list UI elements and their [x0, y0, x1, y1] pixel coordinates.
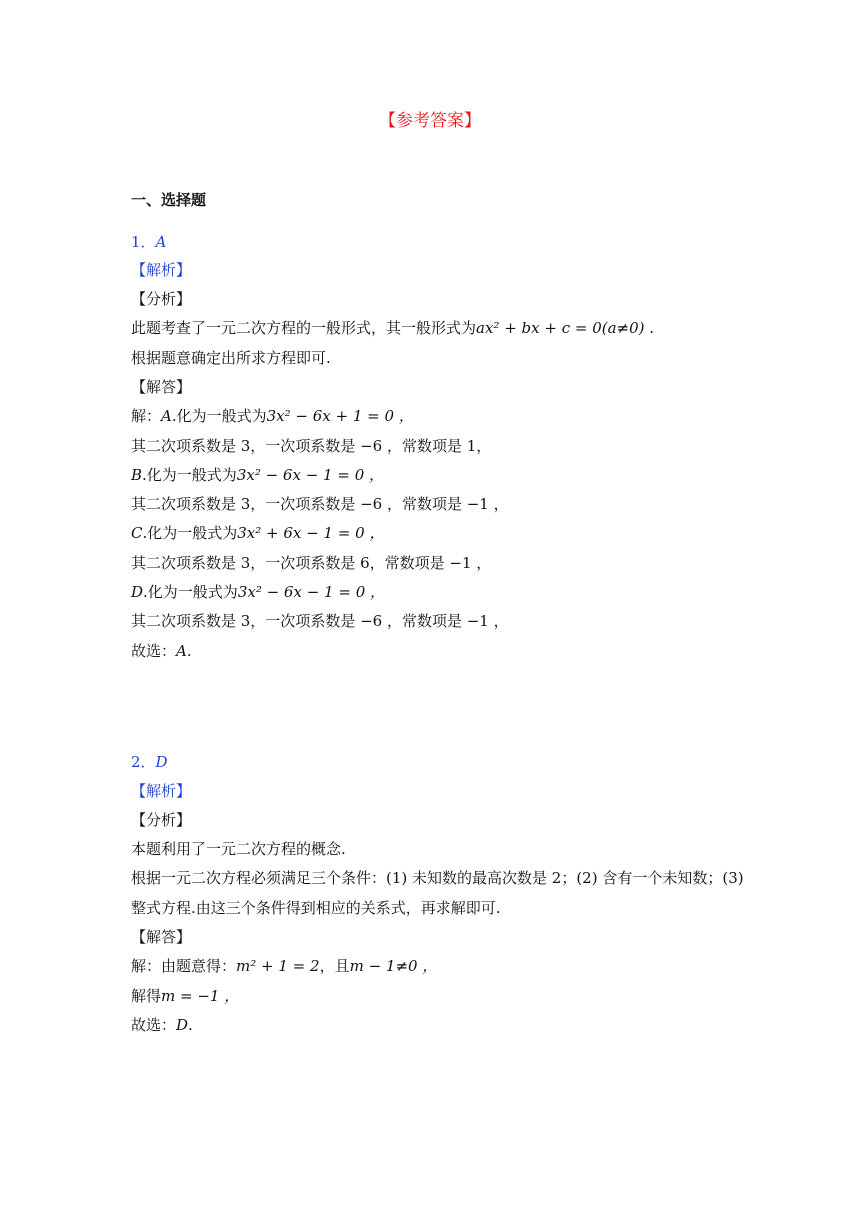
q2-analysis-line-1: 本题利用了一元二次方程的概念. — [131, 840, 346, 858]
q1-jiexi-label: 【解析】 — [131, 261, 192, 279]
q1-solution-line: 解：A.化为一般式为3x² − 6x + 1 = 0 ， — [131, 407, 414, 425]
q1-solution-line: B.化为一般式为3x² − 6x − 1 = 0 ， — [131, 466, 385, 484]
q1-general-form-math: ax² + bx + c = 0(a≠0) . — [476, 319, 655, 337]
q2-conclusion: 故选：D. — [131, 1016, 193, 1034]
page-title: 【参考答案】 — [379, 111, 481, 131]
q1-solution-line: 其二次项系数是 3，一次项系数是 −6 ，常数项是 1， — [131, 437, 492, 455]
q1-solution-line: D.化为一般式为3x² − 6x − 1 = 0 ， — [131, 583, 386, 601]
q1-solution-line: 其二次项系数是 3，一次项系数是 6，常数项是 −1 ， — [131, 554, 492, 572]
q1-analysis-line-2: 根据题意确定出所求方程即可. — [131, 349, 331, 367]
q2-jiexi-label: 【解析】 — [131, 782, 192, 800]
q2-solution-line: 解得m = −1 ， — [131, 987, 240, 1005]
q1-solution-line: C.化为一般式为3x² + 6x − 1 = 0 ， — [131, 524, 385, 542]
q2-jieda-label: 【解答】 — [131, 928, 192, 946]
q2-solution-line: 解：由题意得：m² + 1 = 2，且m − 1≠0 ， — [131, 957, 438, 975]
q2-answer: D — [155, 753, 168, 771]
q1-analysis-line-1: 此题考查了一元二次方程的一般形式，其一般形式为ax² + bx + c = 0(a≠0) . — [131, 319, 655, 337]
q2-number: 2．D — [131, 753, 168, 771]
q1-jieda-label: 【解答】 — [131, 378, 192, 396]
q1-conclusion: 故选：A. — [131, 642, 192, 660]
q1-number: 1．A — [131, 233, 167, 251]
q2-analysis-line-3: 整式方程.由这三个条件得到相应的关系式，再求解即可. — [131, 899, 501, 917]
q2-fenxi-label: 【分析】 — [131, 811, 192, 829]
q1-fenxi-label: 【分析】 — [131, 290, 192, 308]
q1-solution-line: 其二次项系数是 3，一次项系数是 −6 ，常数项是 −1 ， — [131, 495, 509, 513]
q2-analysis-line-2: 根据一元二次方程必须满足三个条件：(1) 未知数的最高次数是 2；(2) 含有一个未知数；(3) — [131, 869, 744, 887]
q1-solution-line: 其二次项系数是 3，一次项系数是 −6 ，常数项是 −1 ， — [131, 612, 509, 630]
section-heading: 一、选择题 — [131, 191, 207, 209]
q1-answer: A — [155, 233, 167, 251]
